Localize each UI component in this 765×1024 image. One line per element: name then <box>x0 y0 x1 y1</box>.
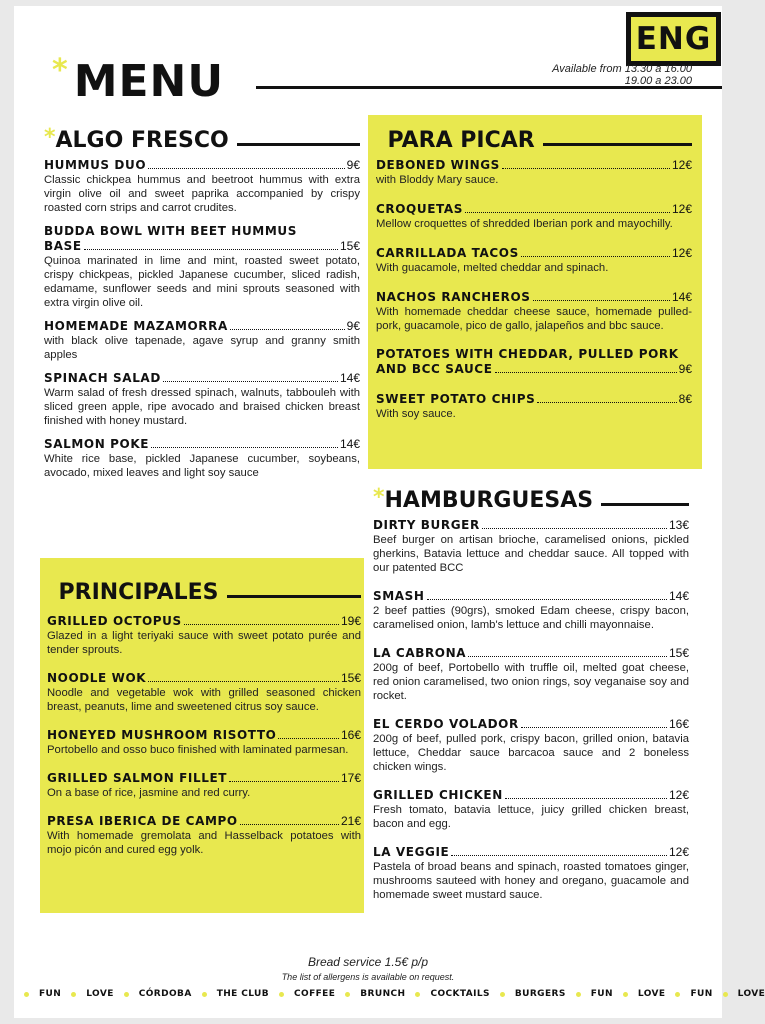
section-rule <box>601 503 689 506</box>
ticker-word: BURGERS <box>514 989 566 999</box>
dot-leader <box>521 256 670 257</box>
bullet-icon <box>279 992 284 997</box>
item-description: Fresh tomato, batavia lettuce, juicy grilled chicken breast, bacon and egg. <box>373 804 689 830</box>
asterisk-icon: * <box>47 577 59 602</box>
item-price: 14€ <box>339 437 360 451</box>
item-price: 14€ <box>668 589 689 603</box>
item-description: Warm salad of fresh dressed spinach, walnuts, tabbouleh with sliced green apple, ripe avocado and braised chicken breast finished with honey mustard. <box>44 387 360 427</box>
bullet-icon <box>345 992 350 997</box>
item-description: Classic chickpea hummus and beetroot hummus with extra virgin olive oil and sweet paprika accompanied by crispy roasted corn strips and carrot crudites. <box>44 174 360 214</box>
bread-service-note: Bread service 1.5€ p/p <box>307 955 429 969</box>
item-name: BUDDA BOWL WITH BEET HUMMUS <box>44 224 297 238</box>
dot-leader <box>230 329 345 330</box>
asterisk-icon: * <box>373 485 385 510</box>
item-price: 12€ <box>668 788 689 802</box>
bullet-icon <box>723 992 728 997</box>
ticker-word: FUN <box>39 989 62 999</box>
item-name: SMASH <box>373 589 425 603</box>
section-rule <box>227 595 361 598</box>
item-name: GRILLED SALMON FILLET <box>47 771 228 785</box>
dot-leader <box>163 381 338 382</box>
item-name-continued: AND BCC SAUCE <box>376 362 493 376</box>
item-name: DEBONED WINGS <box>376 158 500 172</box>
asterisk-icon: * <box>44 125 56 150</box>
ticker-word: THE CLUB <box>216 989 270 999</box>
service-hours <box>552 63 692 87</box>
item-name: NACHOS RANCHEROS <box>376 290 531 304</box>
section-rule <box>237 143 360 146</box>
dot-leader <box>537 402 676 403</box>
item-name: SALMON POKE <box>44 437 150 451</box>
item-description: White rice base, pickled Japanese cucumber, soybeans, avocado, mixed leaves and light soy sauce <box>44 453 360 479</box>
item-name: LA CABRONA <box>373 646 467 660</box>
bullet-icon <box>623 992 628 997</box>
section-para-picar <box>376 125 692 430</box>
menu-page <box>14 6 765 1018</box>
item-name: DIRTY BURGER <box>373 518 480 532</box>
item-price: 9€ <box>678 362 692 376</box>
menu-item <box>373 717 689 774</box>
menu-item <box>373 518 689 575</box>
ticker-word: LOVE <box>637 989 666 999</box>
dot-leader <box>148 681 339 682</box>
bullet-icon <box>124 992 129 997</box>
item-price: 12€ <box>671 246 692 260</box>
section-principales <box>47 577 361 866</box>
menu-item <box>376 392 692 421</box>
section-heading <box>373 485 689 513</box>
item-description: 2 beef patties (90grs), smoked Edam cheese, crispy bacon, caramelised onion, lamb's lettuce and chilli mayonnaise. <box>373 605 689 631</box>
dot-leader <box>427 599 667 600</box>
item-description: Beef burger on artisan brioche, caramelised onions, pickled gherkins, Batavia lettuce and cheddar sauce. All topped with our patented BCC <box>373 534 689 574</box>
item-name: HOMEMADE MAZAMORRA <box>44 319 228 333</box>
dot-leader <box>468 656 667 657</box>
item-name: CROQUETAS <box>376 202 463 216</box>
item-name: HUMMUS DUO <box>44 158 147 172</box>
item-name: SWEET POTATO CHIPS <box>376 392 536 406</box>
item-description: Glazed in a light teriyaki sauce with sweet potato purée and tender sprouts. <box>47 630 361 656</box>
item-name: GRILLED CHICKEN <box>373 788 503 802</box>
item-description: With homemade gremolata and Hasselback potatoes with mojo picón and cured egg yolk. <box>47 830 361 856</box>
bullet-icon <box>71 992 76 997</box>
bullet-icon <box>675 992 680 997</box>
item-description: On a base of rice, jasmine and red curry. <box>47 787 251 799</box>
ticker-word: FUN <box>690 989 713 999</box>
dot-leader <box>533 300 670 301</box>
asterisk-icon: * <box>376 125 388 150</box>
dot-leader <box>240 824 339 825</box>
dot-leader <box>465 212 670 213</box>
page-title: MENU <box>73 56 225 107</box>
item-price: 16€ <box>340 728 361 742</box>
dot-leader <box>184 624 339 625</box>
menu-item <box>44 437 360 480</box>
item-price: 12€ <box>671 202 692 216</box>
section-rule <box>543 143 692 146</box>
menu-item <box>373 788 689 831</box>
item-description: Noodle and vegetable wok with grilled seasoned chicken breast, peanuts, lime and sweetened citrus soy sauce. <box>47 687 361 713</box>
item-name: SPINACH SALAD <box>44 371 161 385</box>
menu-item <box>47 614 361 657</box>
item-price: 16€ <box>668 717 689 731</box>
item-price: 12€ <box>671 158 692 172</box>
menu-item <box>47 671 361 714</box>
section-title: ALGO FRESCO <box>55 128 229 153</box>
asterisk-icon: * <box>52 53 68 88</box>
section-algo-fresco <box>44 125 360 489</box>
language-label: ENG <box>631 17 716 61</box>
dot-leader <box>502 168 670 169</box>
item-description: Pastela of broad beans and spinach, roasted tomatoes ginger, mushrooms sauteed with honey and oregano, guacamole and homemade sweet mustard sauce. <box>373 861 689 901</box>
item-price: 15€ <box>339 239 360 253</box>
bullet-icon <box>415 992 420 997</box>
item-price: 14€ <box>339 371 360 385</box>
menu-item <box>376 347 692 377</box>
dot-leader <box>482 528 667 529</box>
bullet-icon <box>202 992 207 997</box>
item-description: With homemade cheddar cheese sauce, homemade pulled-pork, guacamole, pico de gallo, jalapeños and bbc sauce. <box>376 306 692 332</box>
item-description: Mellow croquettes of shredded Iberian pork and mayochilly. <box>376 218 673 230</box>
section-title: PARA PICAR <box>387 128 535 153</box>
item-name: GRILLED OCTOPUS <box>47 614 182 628</box>
bullet-icon <box>24 992 29 997</box>
bullet-icon <box>500 992 505 997</box>
item-price: 12€ <box>668 845 689 859</box>
menu-item <box>44 158 360 215</box>
menu-header <box>52 53 225 107</box>
section-heading <box>47 577 361 605</box>
menu-item <box>373 845 689 902</box>
dot-leader <box>451 855 667 856</box>
item-price: 19€ <box>340 614 361 628</box>
item-price: 21€ <box>340 814 361 828</box>
hours-line-1: Available from 13.30 a 16.00 <box>552 63 692 75</box>
item-description: With soy sauce. <box>376 408 456 420</box>
item-name: PRESA IBERICA DE CAMPO <box>47 814 238 828</box>
item-price: 17€ <box>340 771 361 785</box>
item-name: CARRILLADA TACOS <box>376 246 519 260</box>
dot-leader <box>521 727 667 728</box>
dot-leader <box>278 738 339 739</box>
ticker-word: LOVE <box>737 989 765 999</box>
menu-item <box>376 290 692 333</box>
menu-item <box>44 224 360 310</box>
ticker-word: FUN <box>590 989 613 999</box>
item-price: 15€ <box>340 671 361 685</box>
item-name: HONEYED MUSHROOM RISOTTO <box>47 728 277 742</box>
section-title: PRINCIPALES <box>58 580 219 605</box>
ticker-word: COCKTAILS <box>430 989 490 999</box>
item-price: 9€ <box>346 158 360 172</box>
dot-leader <box>229 781 339 782</box>
section-heading <box>44 125 360 153</box>
allergens-note: The list of allergens is available on request. <box>281 972 455 982</box>
menu-item <box>376 202 692 231</box>
item-description: Portobello and osso buco finished with laminated parmesan. <box>47 744 349 756</box>
item-description: 200g of beef, Portobello with truffle oil, melted goat cheese, red onion caramelised, two onion rings, soy veganaise soy and rocket. <box>373 662 689 702</box>
item-price: 14€ <box>671 290 692 304</box>
item-price: 8€ <box>678 392 692 406</box>
ticker-word: COFFEE <box>294 989 336 999</box>
item-description: 200g of beef, pulled pork, crispy bacon, grilled onion, batavia lettuce, Cheddar sauce barcacoa sauce and 2 boneless chicken wings. <box>373 733 689 773</box>
section-hamburguesas <box>373 485 689 911</box>
ticker-word: LOVE <box>86 989 114 999</box>
menu-item <box>376 246 692 275</box>
menu-item <box>376 158 692 187</box>
item-name: EL CERDO VOLADOR <box>373 717 519 731</box>
item-price: 13€ <box>668 518 689 532</box>
section-title: HAMBURGUESAS <box>384 488 594 513</box>
dot-leader <box>151 447 338 448</box>
item-name: NOODLE WOK <box>47 671 147 685</box>
ticker-word: BRUNCH <box>360 989 406 999</box>
dot-leader <box>495 372 677 373</box>
menu-item <box>44 371 360 428</box>
menu-item <box>373 589 689 632</box>
menu-item <box>47 771 361 800</box>
dot-leader <box>505 798 667 799</box>
footer-ticker <box>14 989 765 999</box>
item-name-continued: BASE <box>44 239 82 253</box>
item-description: with Bloddy Mary sauce. <box>376 174 499 186</box>
item-description: with black olive tapenade, agave syrup and granny smith apples <box>44 335 360 361</box>
item-name: LA VEGGIE <box>373 845 450 859</box>
dot-leader <box>148 168 345 169</box>
hours-line-2: 19.00 a 23.00 <box>624 75 692 87</box>
item-price: 9€ <box>346 319 360 333</box>
item-description: Quinoa marinated in lime and mint, roasted sweet potato, crispy chickpeas, pickled Japanese cucumber, sliced radish, edamame, sunflower seeds and mini sprouts seasoned with extra virgin olive oil. <box>44 255 360 309</box>
menu-item <box>47 814 361 857</box>
section-heading <box>376 125 692 153</box>
bullet-icon <box>576 992 581 997</box>
menu-item <box>47 728 361 757</box>
menu-item <box>373 646 689 703</box>
dot-leader <box>84 249 338 250</box>
item-name: POTATOES WITH CHEDDAR, PULLED PORK <box>376 347 679 361</box>
menu-item <box>44 319 360 362</box>
item-description: With guacamole, melted cheddar and spinach. <box>376 262 609 274</box>
language-badge[interactable] <box>626 12 721 66</box>
ticker-word: CÓRDOBA <box>138 989 192 999</box>
item-price: 15€ <box>668 646 689 660</box>
